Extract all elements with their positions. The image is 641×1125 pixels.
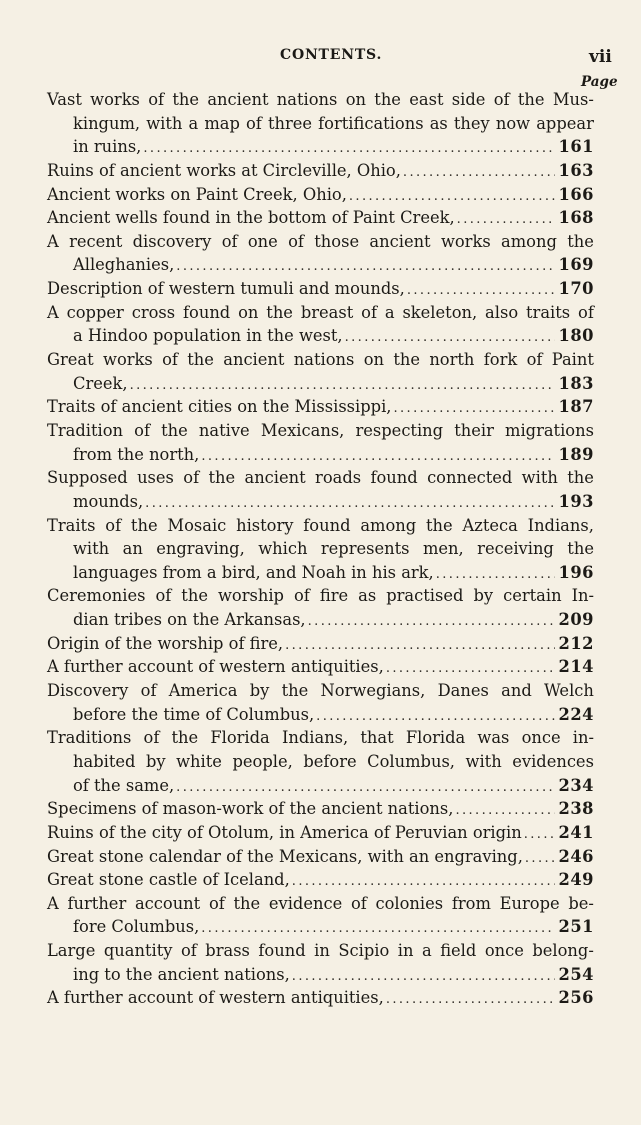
dot-leader xyxy=(143,137,554,161)
entry-title-text: ing to the ancient nations, xyxy=(73,964,290,984)
entry-title-text: of the same, xyxy=(73,775,175,795)
entry-final-line xyxy=(47,868,594,892)
contents-entry xyxy=(47,797,594,821)
entry-title-text: languages from a bird, and Noah in his ark, xyxy=(73,562,434,582)
entry-title-text: Ancient works on Paint Creek, Ohio, xyxy=(47,184,347,204)
dot-leader xyxy=(176,776,554,800)
contents-entry xyxy=(47,206,594,230)
entry-title-text: Specimens of mason-work of the ancient nations, xyxy=(47,799,454,819)
entry-title-text: Traits of ancient cities on the Mississippi, xyxy=(47,397,392,417)
entry-title-text: Great stone calendar of the Mexicans, with an engraving, xyxy=(47,846,523,866)
entry-page-number: 212 xyxy=(558,633,594,653)
entry-line: Traditions of the Florida Indians, that Florida was once in- xyxy=(47,728,594,748)
entry-line: Traits of the Mosaic history found among the Azteca Indians, xyxy=(47,515,594,535)
entry-page-number: 234 xyxy=(558,775,594,795)
entry-page-number: 189 xyxy=(558,444,594,464)
contents-entry xyxy=(47,230,594,277)
contents-entry xyxy=(47,88,594,159)
contents-entry xyxy=(47,584,594,631)
entry-final-line xyxy=(47,963,594,987)
dot-leader xyxy=(524,823,555,847)
dot-leader xyxy=(130,374,555,398)
contents-entry xyxy=(47,277,594,301)
entry-line: A further account of the evidence of colonies from Europe be- xyxy=(47,893,594,913)
entry-title-text: Description of western tumuli and mounds, xyxy=(47,279,405,299)
entry-title-text: from the north, xyxy=(73,444,200,464)
dot-leader xyxy=(345,326,555,350)
entry-title-text: Alleghanies, xyxy=(73,255,175,275)
entry-page-number: 238 xyxy=(558,799,594,819)
entry-page-number: 183 xyxy=(558,373,594,393)
entry-page-number: 246 xyxy=(558,846,594,866)
entry-page-number: 163 xyxy=(558,160,594,180)
running-head: CONTENTS. xyxy=(280,47,383,63)
entry-final-line xyxy=(47,135,594,159)
dot-leader xyxy=(349,185,555,209)
entry-final-line xyxy=(47,490,594,514)
contents-entry xyxy=(47,632,594,656)
entry-final-line xyxy=(47,632,594,656)
entry-final-line xyxy=(47,655,594,679)
dot-leader xyxy=(393,397,554,421)
entry-page-number: 180 xyxy=(558,326,594,346)
dot-leader xyxy=(201,445,554,469)
entry-title-text: before the time of Columbus, xyxy=(73,704,315,724)
contents-entry xyxy=(47,514,594,585)
contents-entry xyxy=(47,821,594,845)
entry-title-text: Creek, xyxy=(73,373,128,393)
entry-line: Supposed uses of the ancient roads found connected with the xyxy=(47,468,594,488)
entry-page-number: 161 xyxy=(558,137,594,157)
entry-page-number: 168 xyxy=(558,208,594,228)
contents-entry xyxy=(47,939,594,986)
entry-line: with an engraving, which represents men, receiving the xyxy=(73,539,594,559)
entry-page-number: 251 xyxy=(558,917,594,937)
page-column-label: Page xyxy=(581,74,618,90)
dot-leader xyxy=(201,917,554,941)
entry-line: Ceremonies of the worship of fire as practised by certain In- xyxy=(47,586,594,606)
entry-line: Vast works of the ancient nations on the east side of the Mus- xyxy=(47,90,594,109)
page-number: vii xyxy=(589,47,612,67)
entry-page-number: 187 xyxy=(558,397,594,417)
entry-line: Tradition of the native Mexicans, respecting their migrations xyxy=(47,420,594,440)
entry-final-line xyxy=(47,183,594,207)
entry-page-number: 241 xyxy=(558,822,594,842)
entry-title-text: Ruins of ancient works at Circleville, Ohio, xyxy=(47,160,401,180)
dot-leader xyxy=(292,870,555,894)
dot-leader xyxy=(308,610,555,634)
entry-page-number: 254 xyxy=(558,964,594,984)
entry-line: A recent discovery of one of those ancient works among the xyxy=(47,231,594,251)
entry-final-line xyxy=(47,797,594,821)
entry-title-text: Ancient wells found in the bottom of Paint Creek, xyxy=(47,208,455,228)
entry-title-text: fore Columbus, xyxy=(73,917,200,937)
entry-title-text: A further account of western antiquities, xyxy=(47,988,384,1008)
dot-leader xyxy=(176,255,554,279)
entry-final-line xyxy=(47,395,594,419)
dot-leader xyxy=(292,965,555,989)
contents-entry xyxy=(47,868,594,892)
dot-leader xyxy=(145,492,554,516)
entry-line: Large quantity of brass found in Scipio in a field once belong- xyxy=(47,941,594,961)
contents-entry xyxy=(47,845,594,869)
entry-line: habited by white people, before Columbus, with evidences xyxy=(73,751,594,771)
contents-entry xyxy=(47,159,594,183)
dot-leader xyxy=(525,847,555,871)
dot-leader xyxy=(407,279,555,303)
contents-entry xyxy=(47,986,594,1010)
contents-entry xyxy=(47,348,594,395)
contents-entry xyxy=(47,395,594,419)
dot-leader xyxy=(436,563,555,587)
entry-title-text: dian tribes on the Arkansas, xyxy=(73,610,306,630)
contents-entry xyxy=(47,466,594,513)
entry-page-number: 224 xyxy=(558,704,594,724)
entry-final-line xyxy=(47,774,594,798)
entry-page-number: 196 xyxy=(558,562,594,582)
entry-page-number: 249 xyxy=(558,870,594,890)
entry-line: kingum, with a map of three fortifications as they now appear xyxy=(73,113,594,133)
entry-final-line xyxy=(47,277,594,301)
contents-list xyxy=(47,88,594,1010)
dot-leader xyxy=(316,705,554,729)
entry-final-line xyxy=(47,915,594,939)
entry-final-line xyxy=(47,443,594,467)
entry-title-text: in ruins, xyxy=(73,137,142,157)
dot-leader xyxy=(455,799,554,823)
entry-title-text: Ruins of the city of Otolum, in America of Peruvian origin xyxy=(47,822,522,842)
entry-title-text: mounds, xyxy=(73,491,144,511)
entry-page-number: 209 xyxy=(558,610,594,630)
entry-final-line xyxy=(47,159,594,183)
contents-entry xyxy=(47,301,594,348)
dot-leader xyxy=(386,988,555,1012)
entry-line: Great works of the ancient nations on the north fork of Paint xyxy=(47,350,594,370)
dot-leader xyxy=(457,208,555,232)
dot-leader xyxy=(285,634,554,658)
contents-entry xyxy=(47,419,594,466)
entry-final-line xyxy=(47,608,594,632)
entry-final-line xyxy=(47,253,594,277)
contents-entry xyxy=(47,892,594,939)
contents-entry xyxy=(47,655,594,679)
entry-title-text: Origin of the worship of fire, xyxy=(47,633,284,653)
contents-entry xyxy=(47,679,594,726)
dot-leader xyxy=(403,161,555,185)
entry-final-line xyxy=(47,703,594,727)
entry-final-line xyxy=(47,986,594,1010)
entry-final-line xyxy=(47,206,594,230)
contents-entry xyxy=(47,726,594,797)
entry-page-number: 170 xyxy=(558,279,594,299)
entry-title-text: Great stone castle of Iceland, xyxy=(47,870,290,890)
entry-final-line xyxy=(47,845,594,869)
contents-entry xyxy=(47,183,594,207)
entry-final-line xyxy=(47,561,594,585)
entry-final-line xyxy=(47,372,594,396)
dot-leader xyxy=(386,657,555,681)
entry-final-line xyxy=(47,821,594,845)
entry-page-number: 214 xyxy=(558,657,594,677)
entry-page-number: 193 xyxy=(558,491,594,511)
entry-final-line xyxy=(47,324,594,348)
entry-page-number: 169 xyxy=(558,255,594,275)
entry-page-number: 256 xyxy=(558,988,594,1008)
entry-title-text: A further account of western antiquities, xyxy=(47,657,384,677)
entry-line: Discovery of America by the Norwegians, Danes and Welch xyxy=(47,681,594,701)
entry-page-number: 166 xyxy=(558,184,594,204)
entry-title-text: a Hindoo population in the west, xyxy=(73,326,343,346)
entry-line: A copper cross found on the breast of a skeleton, also traits of xyxy=(47,302,594,322)
